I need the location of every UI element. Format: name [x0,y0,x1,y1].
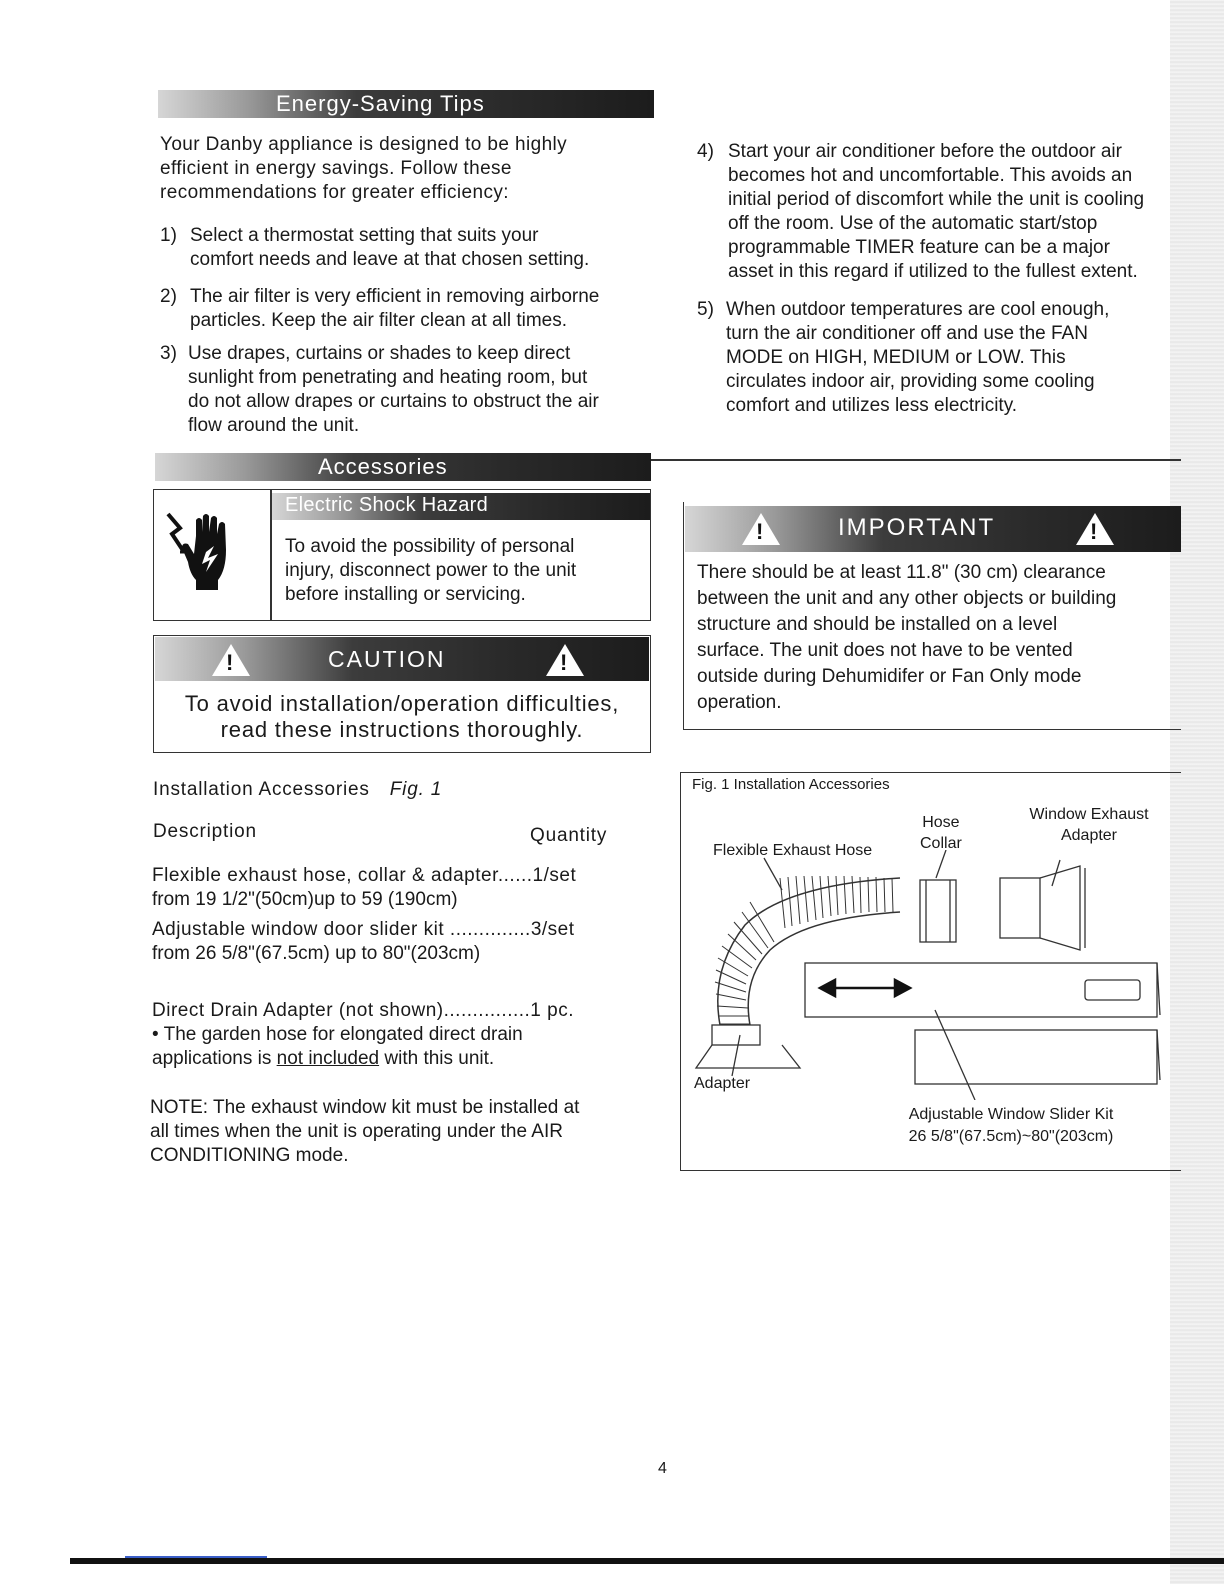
shock-hazard-text: To avoid the possibility of personal injury, disconnect power to the unit before installing or servicing. [285,536,577,605]
figure-caption: Fig. 1 Installation Accessories [692,776,890,793]
installation-accessories-drawing [690,850,1170,1100]
drain-adapter: Direct Drain Adapter (not shown)...............1 pc. • The garden hose for elongated direct drain applications is not included with this unit. [152,1000,574,1069]
important-title: IMPORTANT [838,514,996,541]
window-exhaust-adapter [1000,860,1085,950]
energy-tips-title: Energy-Saving Tips [276,91,485,116]
warning-exclamation-icon: ! [226,650,234,675]
flexible-hose-label: Flexible Exhaust Hose [713,842,873,859]
accessories-rule [651,459,1181,461]
window-adapter-label: Window Exhaust Adapter [1029,806,1149,844]
adapter-label: Adapter [694,1075,751,1092]
important-text: There should be at least 11.8" (30 cm) clearance between the unit and any other objects or building structure and should be installed on a level surface. The unit does not have to be vented outside during Dehumidifer or Fan Only mode operation. [697,562,1117,713]
accessory-item: Flexible exhaust hose, collar & adapter......1/set from 19 1/2"(50cm)up to 59 (190cm) [152,865,577,910]
exhaust-note: NOTE: The exhaust window kit must be installed at all times when the unit is operating under the AIR CONDITIONING mode. [150,1097,580,1166]
energy-intro: Your Danby appliance is designed to be highly efficient in energy savings. Follow these recommendations for greater efficiency: [160,134,568,203]
drain-adapter [696,1025,800,1076]
slider-kit-label: Adjustable Window Slider Kit 26 5/8"(67.5cm)~80"(203cm) [908,1106,1114,1145]
page-number: 4 [658,1460,667,1477]
hose-collar-label: Hose Collar [920,814,962,852]
caution-title: CAUTION [328,646,446,672]
accessories-banner [155,453,651,481]
description-header: Description [153,821,257,842]
energy-tips-banner [158,90,654,118]
hose-collar [920,850,956,942]
accessory-item: Adjustable window door slider kit ..............3/set from 26 5/8"(67.5cm) up to 80"(203cm) [152,919,575,964]
electric-shock-hand-icon [162,508,252,598]
shock-hazard-banner [272,493,650,520]
fig-reference: Fig. 1 [389,779,443,800]
warning-exclamation-icon: ! [560,650,568,675]
quantity-header: Quantity [530,825,608,846]
window-slider-kit [805,963,1160,1100]
shock-hazard-title: Electric Shock Hazard [285,494,489,516]
accessories-title: Accessories [318,454,448,479]
warning-exclamation-icon: ! [756,519,764,544]
flexible-exhaust-hose [715,858,900,1025]
double-arrow-icon [820,980,910,996]
bottom-rule-accent [125,1556,267,1558]
warning-exclamation-icon: ! [1090,519,1098,544]
caution-text: To avoid installation/operation difficulties, read these instructions thoroughly. [184,691,620,742]
install-heading: Installation Accessories Fig. 1 [153,779,443,800]
bottom-rule [70,1558,1224,1564]
